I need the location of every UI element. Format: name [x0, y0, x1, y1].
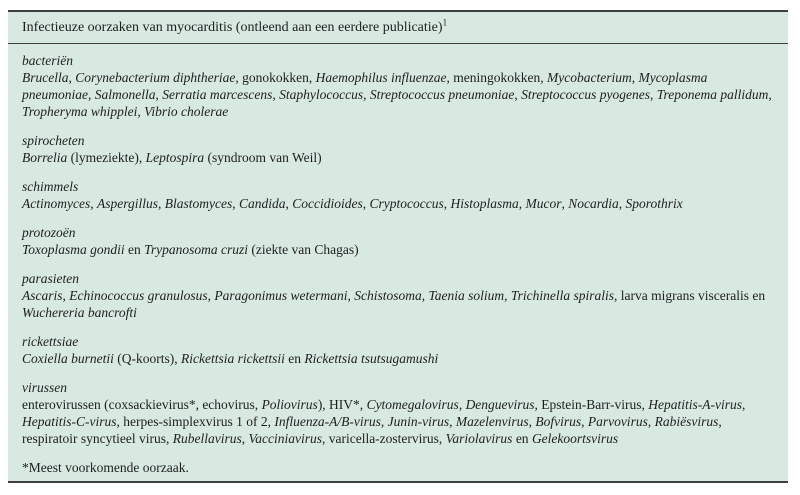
section-content-protozoen: Toxoplasma gondii en Trypanosoma cruzi (ziekte van Chagas): [22, 242, 359, 257]
section-header-schimmels: schimmels: [22, 179, 79, 194]
section-header-rickettsiae: rickettsiae: [22, 334, 79, 349]
section-content-bacterien: Brucella, Corynebacterium diphtheriae, gonokokken, Haemophilus influenzae, meningokokken, Mycobacterium, Mycoplasma pneumoniae, Salmonella, Serratia marcescens, Staphylococcus, Streptococcus pneumoniae, Streptococcus pyogenes, Treponema pallidum, Tropheryma whipplei, Vibrio cholerae: [22, 70, 772, 119]
table-title: Infectieuze oorzaken van myocarditis (ontleend aan een eerdere publicatie): [22, 20, 443, 35]
section-content-parasieten: Ascaris, Echinococcus granulosus, Paragonimus wetermani, Schistosoma, Taenia solium, Trichinella spiralis, larva migrans visceralis en Wuchereria bancrofti: [22, 288, 766, 320]
section-header-spirocheten: spirocheten: [22, 133, 85, 148]
section-header-protozoen: protozoën: [22, 225, 76, 240]
section-content-spirocheten: Borrelia (lymeziekte), Leptospira (syndroom van Weil): [22, 150, 322, 165]
section-content-virussen: enterovirussen (coxsackievirus*, echovirus, Poliovirus), HIV*, Cytomegalovirus, Denguevirus, Epstein-Barr-virus, Hepatitis-A-virus, Hepatitis-C-virus, herpes-simplexvirus 1 of 2, Influenza-A/B-virus, Junin-virus, Mazelenvirus, Bofvirus, Parvovirus, Rabiësvirus, respiratoir syncytieel virus, Rubellavirus, Vacciniavirus, varicella-zostervirus, Variolavirus en Gelekoortsvirus: [22, 397, 746, 446]
table-title-row: [8, 12, 788, 44]
section-parasieten: [22, 270, 774, 321]
section-content-schimmels: Actinomyces, Aspergillus, Blastomyces, Candida, Coccidioides, Cryptococcus, Histoplasma, Mucor, Nocardia, Sporothrix: [22, 196, 683, 211]
section-header-parasieten: parasieten: [22, 271, 79, 286]
section-rickettsiae: [22, 333, 774, 367]
footnote: *Meest voorkomende oorzaak.: [22, 460, 189, 475]
section-virussen: [22, 379, 774, 447]
title-reference-superscript: 1: [442, 17, 448, 28]
myocarditis-causes-table: [8, 10, 788, 483]
sections-container: [22, 52, 774, 447]
section-content-rickettsiae: Coxiella burnetii (Q-koorts), Rickettsia rickettsii en Rickettsia tsutsugamushi: [22, 351, 439, 366]
section-protozoen: [22, 224, 774, 258]
section-schimmels: [22, 178, 774, 212]
table-body: [8, 44, 788, 481]
section-header-virussen: virussen: [22, 380, 67, 395]
section-header-bacterien: bacteriën: [22, 53, 73, 68]
section-spirocheten: [22, 132, 774, 166]
section-bacterien: [22, 52, 774, 120]
